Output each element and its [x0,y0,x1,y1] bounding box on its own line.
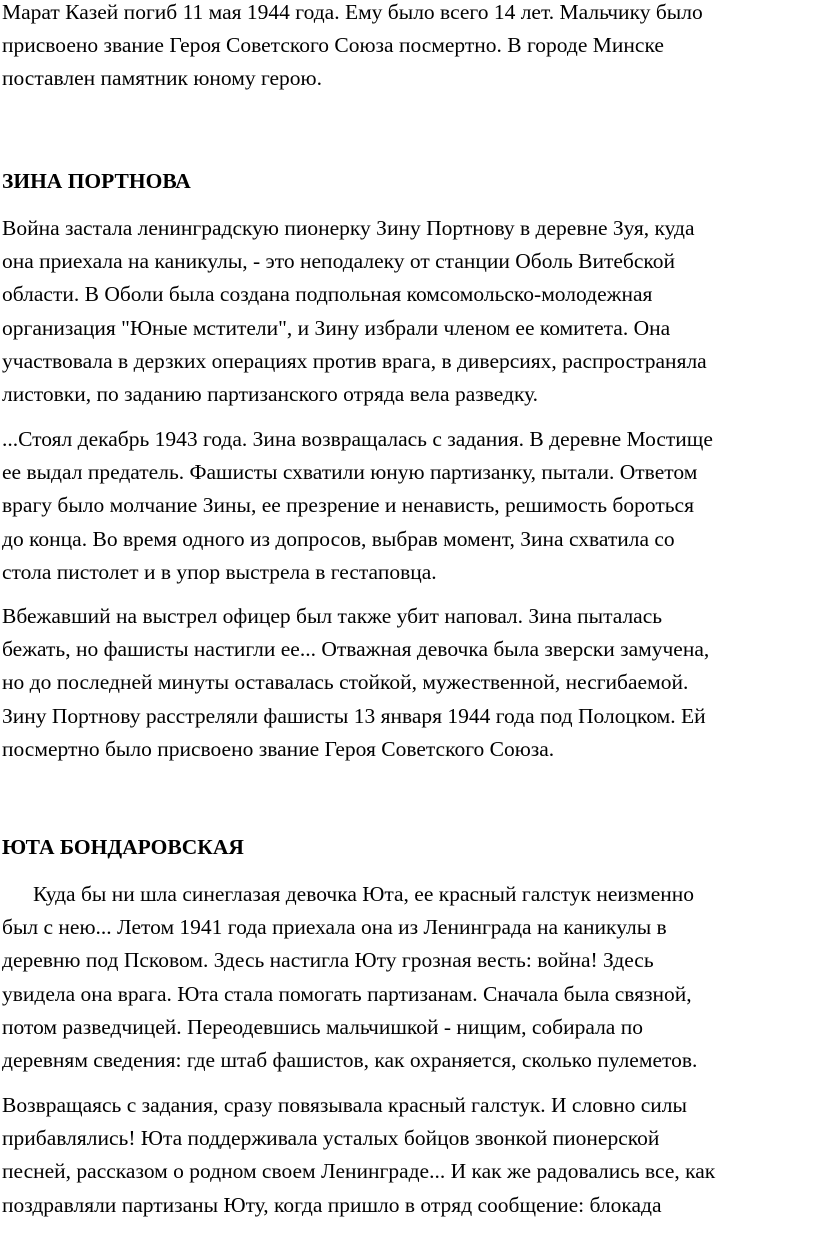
paragraph-line: но до последней минуты оставалась стойкой, мужественной, несгибаемой. [2,670,689,695]
paragraph-line: Зину Портнову расстреляли фашисты 13 января 1944 года под Полоцком. Ей [2,703,706,728]
paragraph-line: Возвращаясь с задания, сразу повязывала красный галстук. И словно силы [2,1093,687,1117]
paragraph-line: поставлен памятник юному герою. [2,66,322,91]
paragraph-yuta-tie [2,1089,715,1222]
paragraph-zina-death [2,600,709,766]
paragraph-zina-intro [2,212,707,411]
paragraph-line: до конца. Во время одного из допросов, выбрав момент, Зина схватила со [2,526,675,551]
paragraph-line: деревням сведения: где штаб фашистов, как охраняется, сколько пулеметов. [2,1048,698,1073]
paragraph-line: ее выдал предатель. Фашисты схватили юную партизанку, пытали. Ответом [2,460,698,485]
paragraph-zina-capture [2,423,713,589]
paragraph-yuta-intro [2,878,697,1077]
paragraph-line: организация "Юные мстители", и Зину избрали членом ее комитета. Она [2,315,671,340]
paragraph-line: врагу было молчание Зины, ее презрение и ненависть, решимость бороться [2,493,694,518]
paragraph-line: листовки, по заданию партизанского отряда вела разведку. [2,382,539,407]
paragraph-line: участвовала в дерзких операциях против врага, в диверсиях, распространяла [2,348,707,373]
paragraph-line: поздравляли партизаны Юту, когда пришло в отряд сообщение: блокада [2,1192,662,1217]
section-heading-yuta-bondarovskaya: ЮТА БОНДАРОВСКАЯ [2,835,244,859]
paragraph-marat-kazei [2,0,703,96]
paragraph-line: стола пистолет и в упор выстрела в гестаповца. [2,559,437,584]
paragraph-line: присвоено звание Героя Советского Союза посмертно. В городе Минске [2,33,664,58]
paragraph-line: Марат Казей погиб 11 мая 1944 года. Ему было всего 14 лет. Мальчику было [2,0,703,24]
paragraph-line: посмертно было присвоено звание Героя Советского Союза. [2,736,555,761]
paragraph-line: был с нею... Летом 1941 года приехала она из Ленинграда на каникулы в [2,915,667,940]
paragraph-line: Война застала ленинградскую пионерку Зину Портнову в деревне Зуя, куда [2,216,695,240]
paragraph-line: Вбежавший на выстрел офицер был также убит наповал. Зина пыталась [2,604,663,628]
paragraph-line: ...Стоял декабрь 1943 года. Зина возвращалась с задания. В деревне Мостище [2,427,713,451]
paragraph-line: потом разведчицей. Переодевшись мальчишкой - нищим, собирала по [2,1014,643,1039]
paragraph-line: деревню под Псковом. Здесь настигла Юту грозная весть: война! Здесь [2,948,654,973]
section-heading-zina-portnova: ЗИНА ПОРТНОВА [2,169,191,193]
paragraph-line: песней, рассказом о родном своем Ленинграде... И как же радовались все, как [2,1159,716,1184]
paragraph-line: она приехала на каникулы, - это неподалеку от станции Оболь Витебской [2,249,675,274]
paragraph-line: бежать, но фашисты настигли ее... Отважная девочка была зверски замучена, [2,637,710,662]
paragraph-line: Куда бы ни шла синеглазая девочка Юта, ее красный галстук неизменно [33,882,695,906]
paragraph-line: увидела она врага. Юта стала помогать партизанам. Сначала была связной, [2,981,692,1006]
paragraph-line: области. В Оболи была создана подпольная комсомольско-молодежная [2,282,653,307]
paragraph-line: прибавлялись! Юта поддерживала усталых бойцов звонкой пионерской [2,1126,660,1151]
